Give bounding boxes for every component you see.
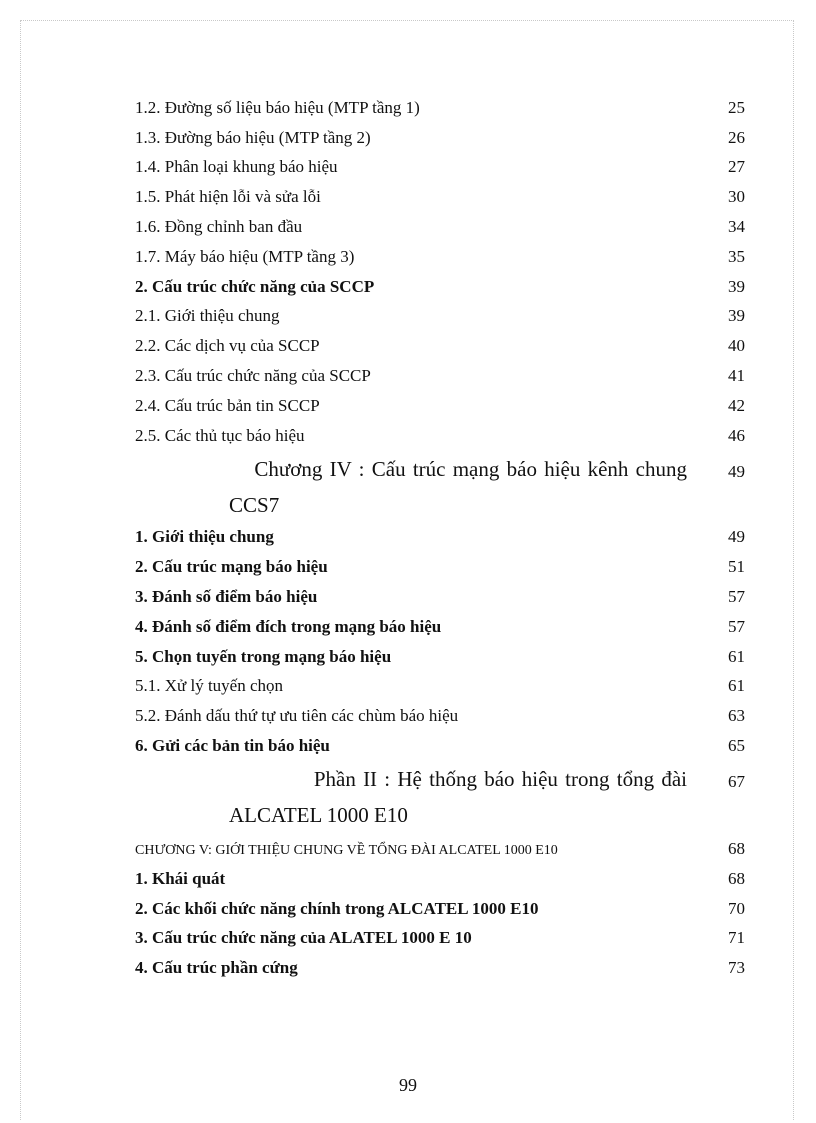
toc-entry[interactable] [135,207,745,237]
toc-page-number: 70 [728,898,745,918]
toc-entry-label: 5.1. Xử lý tuyến chọn [135,676,284,696]
toc-entry[interactable] [135,607,745,637]
toc-entry-label: 1.7. Máy báo hiệu (MTP tầng 3) [135,246,355,266]
toc-entry[interactable] [135,416,745,446]
toc-entry[interactable] [135,297,745,327]
toc-page-number: 63 [728,706,745,726]
toc-page-number: 39 [728,306,745,326]
toc-page-number: 27 [728,157,745,177]
toc-entry-label: 1. Giới thiệu chung [135,527,274,547]
toc-page-number: 34 [728,216,745,236]
toc-entry-label: 2.1. Giới thiệu chung [135,306,280,326]
toc-entry-label: 1. Khái quát [135,868,226,888]
toc-page-number: 30 [728,187,745,207]
toc-entry-label: 3. Cấu trúc chức năng của ALATEL 1000 E 10 [135,928,472,948]
toc-entry[interactable] [135,518,745,548]
toc-entry-label: 2. Cấu trúc mạng báo hiệu [135,557,328,577]
toc-entry-label: 1.4. Phân loại khung báo hiệu [135,157,338,177]
toc-entry[interactable] [135,948,745,978]
toc-part-title-continued: ALCATEL 1000 E10 [229,802,408,827]
toc-block-chapter4 [135,518,745,756]
toc-page-number: 71 [728,928,745,948]
toc-entry-label: 2. Cấu trúc chức năng của SCCP [135,276,375,296]
toc-page-number: 41 [728,365,745,385]
toc-entry[interactable] [135,889,745,919]
toc-page-number: 26 [728,127,745,147]
toc-page-number: 42 [728,395,745,415]
toc-page-number: 67 [728,771,745,791]
toc-entry[interactable] [135,177,745,207]
toc-entry[interactable] [135,267,745,297]
toc-page-number: 25 [728,97,745,117]
toc-entry[interactable] [135,726,745,756]
table-of-contents [135,88,745,978]
page-number-footer: 99 [399,1075,417,1095]
toc-page-number: 49 [728,527,745,547]
toc-page-number: 40 [728,336,745,356]
toc-entry[interactable] [135,118,745,148]
toc-entry-label: 5. Chọn tuyến trong mạng báo hiệu [135,646,392,666]
toc-entry[interactable] [135,696,745,726]
toc-page-number: 68 [728,868,745,888]
toc-entry-label: 2.4. Cấu trúc bản tin SCCP [135,395,320,415]
toc-entry-label: 1.5. Phát hiện lỗi và sửa lỗi [135,187,321,207]
toc-entry-label: 2.5. Các thủ tục báo hiệu [135,425,305,445]
toc-entry[interactable] [135,859,745,889]
toc-entry-label: 4. Đánh số điểm đích trong mạng báo hiệu [135,616,442,636]
toc-entry-label: 3. Đánh số điểm báo hiệu [135,586,318,606]
toc-chapter-title: Chương IV : Cấu trúc mạng báo hiệu kênh chung [254,456,687,481]
toc-page-number: 61 [728,676,745,696]
toc-entry-label: 1.2. Đường số liệu báo hiệu (MTP tầng 1) [135,97,420,117]
toc-entry[interactable] [135,88,745,118]
toc-page-number: 46 [728,425,745,445]
toc-page-number: 35 [728,246,745,266]
toc-entry-label: 5.2. Đánh dấu thứ tự ưu tiên các chùm báo hiệu [135,706,459,726]
toc-page-number: 39 [728,276,745,296]
toc-entry[interactable] [135,577,745,607]
toc-page-number: 57 [728,586,745,606]
toc-entry-label: CHƯƠNG V: GIỚI THIỆU CHUNG VỀ TỔNG ĐÀI ALCATEL 1000 E10 [135,842,558,858]
toc-block-chapter3 [135,88,745,446]
toc-entry[interactable] [135,148,745,178]
toc-page-number: 57 [728,616,745,636]
toc-chapter-heading[interactable] [135,446,745,482]
toc-block-chapter5 [135,859,745,978]
toc-entry[interactable] [135,637,745,667]
toc-entry-label: 2. Các khối chức năng chính trong ALCATEL 1000 E10 [135,898,539,918]
toc-entry-label: 1.6. Đồng chỉnh ban đầu [135,216,303,236]
toc-entry[interactable] [135,667,745,697]
toc-chapter-title-continued: CCS7 [229,492,280,517]
toc-page-number: 49 [728,461,745,481]
toc-entry[interactable] [135,386,745,416]
toc-part-title: Phần II : Hệ thống báo hiệu trong tổng đài [313,766,687,791]
toc-entry[interactable] [135,356,745,386]
toc-entry[interactable] [135,547,745,577]
toc-entry-label: 2.2. Các dịch vụ của SCCP [135,336,320,356]
toc-page-number: 65 [728,735,745,755]
toc-entry-label: 4. Cấu trúc phần cứng [135,958,298,978]
toc-entry[interactable] [135,919,745,949]
toc-chapter5-entry[interactable] [135,828,745,859]
toc-entry-label: 1.3. Đường báo hiệu (MTP tầng 2) [135,127,371,147]
toc-page-number: 73 [728,958,745,978]
toc-entry[interactable] [135,237,745,267]
toc-page-number: 68 [728,838,745,858]
toc-part-heading[interactable] [135,756,745,792]
toc-entry-label: 2.3. Cấu trúc chức năng của SCCP [135,365,371,385]
toc-entry[interactable] [135,326,745,356]
toc-entry-label: 6. Gửi các bản tin báo hiệu [135,735,330,755]
toc-page-number: 51 [728,557,745,577]
toc-page-number: 61 [728,646,745,666]
